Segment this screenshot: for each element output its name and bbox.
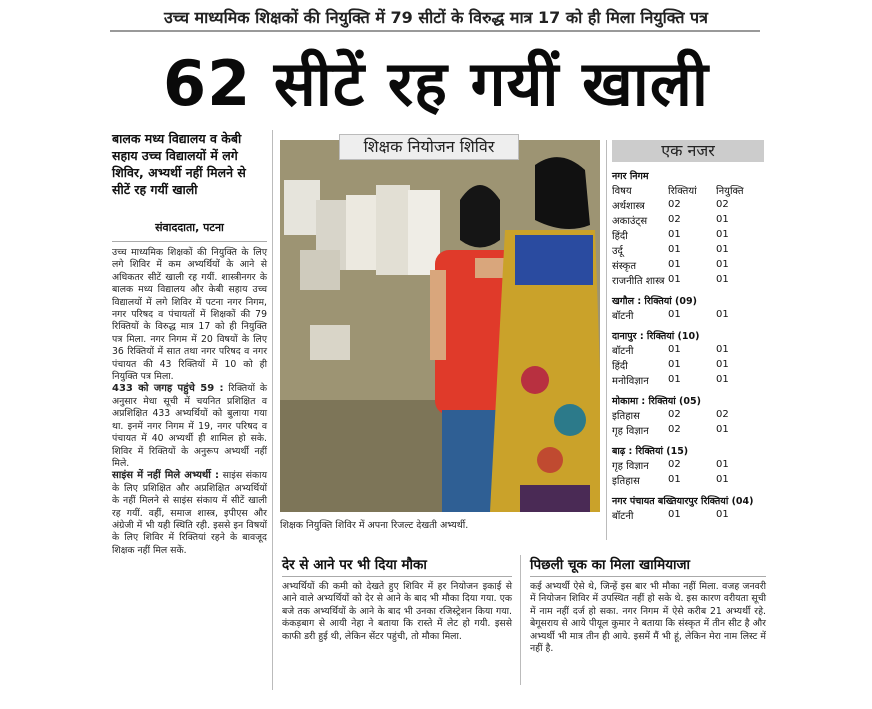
table-cell: 01	[716, 309, 729, 320]
sidebar-table	[612, 507, 764, 522]
sidebar-block-mokama	[612, 394, 764, 437]
sidebar-block-danapur	[612, 329, 764, 387]
table-cell: 02	[668, 459, 681, 470]
sidebar-block-bakhtiyarpur	[612, 494, 764, 522]
table-cell: 02	[668, 199, 681, 210]
table-cell: हिंदी	[612, 360, 628, 372]
sidebar-block-nagar-nigam	[612, 169, 764, 287]
table-cell: 02	[716, 409, 729, 420]
table-cell: 01	[668, 359, 681, 370]
table-cell: 01	[716, 274, 729, 285]
sidebar-table	[612, 182, 764, 287]
subhead-433: 433 को जगह पहुंचे 59 :	[112, 383, 224, 395]
table-row	[612, 507, 764, 522]
table-row	[612, 357, 764, 372]
sidebar-block-head: नगर निगम	[612, 171, 649, 182]
sidebar-block-khagaul	[612, 294, 764, 322]
section-title: देर से आने पर भी दिया मौका	[282, 555, 512, 577]
deck-text: बालक मध्य विद्यालय व केबी सहाय उच्च विद्यालयों में लगे शिविर, अभ्यर्थी नहीं मिलने से सीटें रह गयीं खाली	[112, 131, 246, 197]
sidebar-block-head: नगर पंचायत बख्तियारपुर रिक्तियां (04)	[612, 496, 754, 507]
table-cell: 01	[716, 259, 729, 270]
section-late-arrival	[282, 555, 512, 643]
table-row	[612, 307, 764, 322]
sidebar-block-head: मोकामा : रिक्तियां (05)	[612, 396, 701, 407]
table-cell: मनोविज्ञान	[612, 375, 649, 387]
photo-illustration	[280, 140, 600, 512]
body-paragraph-3: साइंस संकाय के लिए प्रशिक्षित और अप्रशिक्षित अभ्यर्थियों के नहीं मिलने से साइंस संकाय में सीटें खाली रह गयीं. वहीं, समाज शास्त्र, इपीएस और अंग्रेजी में भी यही स्थिति रही. इससे इन विषयों के लिए शिविर में रिक्तियां रहने के बावजूद शिक्षक नहीं मिल सकें.	[112, 470, 267, 556]
table-cell: 01	[716, 359, 729, 370]
table-row	[612, 212, 764, 227]
table-cell: 01	[668, 274, 681, 285]
table-row	[612, 407, 764, 422]
table-header-row	[612, 182, 764, 197]
table-cell: 01	[668, 474, 681, 485]
left-column	[112, 130, 267, 557]
column-divider	[606, 140, 607, 540]
body-paragraph-2: रिक्तियों के अनुसार मेधा सूची में चयनित प्रशिक्षित व अप्रशिक्षित 433 अभ्यर्थियों को बुलाया गया था. इनमें नगर निगम में 19, नगर परिषद व पंचायत में 40 अभ्यर्थी ही शामिल हो सके. शिविर में रिक्तियों के अनुरूप अभ्यर्थी नहीं मिले.	[112, 383, 267, 469]
table-cell: 01	[668, 259, 681, 270]
table-cell: इतिहास	[612, 410, 640, 422]
sidebar-table	[612, 342, 764, 387]
table-cell: हिंदी	[612, 230, 628, 242]
table-cell: उर्दू	[612, 245, 623, 257]
table-cell: 01	[716, 374, 729, 385]
table-cell: 01	[716, 344, 729, 355]
table-cell: बॉटनी	[612, 510, 634, 522]
table-cell: 01	[716, 474, 729, 485]
sidebar-block-head: बाढ़ : रिक्तियां (15)	[612, 446, 689, 457]
table-cell: 01	[716, 229, 729, 240]
kicker-rule	[110, 30, 760, 32]
table-cell: अर्थशास्त्र	[612, 200, 645, 212]
body-paragraph-1: उच्च माध्यमिक शिक्षकों की नियुक्ति के लिए लगे शिविर में कम अभ्यर्थियों के आने से अधिकतर सीटें खाली रह गयीं. शास्त्रीनगर के बालक मध्य विद्यालय और केबी सहाय उच्च विद्यालयों में लगे शिविर में पटना नगर निगम, नगर परिषद व पंचायतों में शिक्षकों की 79 रिक्तियों के विरुद्ध मात्र 17 को ही नियुक्ति पत्र मिला. नगर निगम में 20 विषयों के लिए 36 रिक्तियों में सात तथा नगर परिषद व नगर पंचायत की 43 रिक्तियों में 10 को ही नियुक्ति पत्र मिला.	[112, 247, 267, 383]
table-cell: 02	[668, 214, 681, 225]
sidebar-box	[612, 140, 764, 522]
table-cell: अकाउंट्स	[612, 215, 648, 227]
table-cell: बॉटनी	[612, 345, 634, 357]
table-cell: 02	[668, 409, 681, 420]
section-title: पिछली चूक का मिला खामियाजा	[530, 555, 766, 577]
table-cell: संस्कृत	[612, 260, 637, 272]
table-cell: 02	[668, 424, 681, 435]
table-cell: गृह विज्ञान	[612, 425, 649, 437]
table-row	[612, 457, 764, 472]
table-cell: 01	[716, 214, 729, 225]
table-row	[612, 372, 764, 387]
section-body: अभ्यर्थियों की कमी को देखते हुए शिविर में हर नियोजन इकाई से आने वाले अभ्यर्थियों को देर से आने के बाद भी मौका दिया गया. एक बजे तक अभ्यर्थियों के आने के बाद भी उनका रजिस्ट्रेशन किया गया. कंकड़बाग से आयी नेहा ने बताया कि रास्ते में लेट हो गयी. इससे काफी डरी हुई थी, लेकिन सेंटर पहुंची, तो मौका मिला.	[282, 581, 512, 642]
table-cell: 01	[716, 424, 729, 435]
table-cell: बॉटनी	[612, 310, 634, 322]
table-cell: 01	[716, 459, 729, 470]
table-cell: राजनीति शास्त्र	[612, 275, 665, 287]
sidebar-block-head: दानापुर : रिक्तियां (10)	[612, 331, 700, 342]
table-cell: 01	[668, 244, 681, 255]
table-header: विषय	[612, 185, 632, 197]
table-row	[612, 257, 764, 272]
column-divider	[520, 555, 521, 685]
table-cell: 01	[668, 229, 681, 240]
table-cell: इतिहास	[612, 475, 640, 487]
table-cell: गृह विज्ञान	[612, 460, 649, 472]
table-row	[612, 272, 764, 287]
sidebar-table	[612, 307, 764, 322]
table-cell: 01	[668, 509, 681, 520]
kicker-headline: उच्च माध्यमिक शिक्षकों की नियुक्ति में 79 सीटों के विरुद्ध मात्र 17 को ही मिला नियुक्ति पत्र	[164, 8, 708, 27]
table-row	[612, 227, 764, 242]
news-photo	[280, 140, 600, 512]
section-body: कई अभ्यर्थी ऐसे थे, जिन्हें इस बार भी मौका नहीं मिला. वजह जनवरी में नियोजन शिविर में उपस्थित नहीं हो सके थे. इस कारण वरीयता सूची में नाम नहीं दर्ज हो सका. नगर निगम में ऐसे करीब 21 अभ्यर्थी रहे. बेगूसराय से आये पीयूल कुमार ने बताया कि संस्कृत में तीन सीट है और अभ्यर्थी भी मात्र तीन ही आये. इसमें मैं भी हूं, लेकिन मेरा नाम लिस्ट में नहीं है.	[530, 581, 766, 655]
table-row	[612, 422, 764, 437]
table-header: नियुक्ति	[716, 185, 744, 197]
photo-banner-label: शिक्षक नियोजन शिविर	[339, 134, 519, 160]
sidebar-block-barh	[612, 444, 764, 487]
main-headline: 62 सीटें रह गयीं खाली	[163, 47, 709, 120]
byline: संवाददाता, पटना	[155, 221, 224, 234]
table-cell: 01	[668, 344, 681, 355]
sidebar-block-head: खगौल : रिक्तियां (09)	[612, 296, 697, 307]
table-cell: 02	[716, 199, 729, 210]
subhead-science: साइंस में नहीं मिले अभ्यर्थी :	[112, 470, 220, 482]
byline-divider	[112, 241, 267, 242]
table-row	[612, 242, 764, 257]
table-row	[612, 342, 764, 357]
table-row	[612, 472, 764, 487]
article-body	[112, 247, 267, 557]
table-row	[612, 197, 764, 212]
sidebar-table	[612, 407, 764, 437]
photo-caption: शिक्षक नियुक्ति शिविर में अपना रिजल्ट देखती अभ्यर्थी.	[280, 520, 469, 531]
table-cell: 01	[716, 509, 729, 520]
table-cell: 01	[716, 244, 729, 255]
table-cell: 01	[668, 374, 681, 385]
sidebar-title: एक नजर	[612, 140, 764, 162]
sidebar-table	[612, 457, 764, 487]
table-cell: 01	[668, 309, 681, 320]
table-header: रिक्तियां	[668, 185, 697, 197]
section-past-mistake	[530, 555, 766, 655]
column-divider	[272, 130, 273, 690]
